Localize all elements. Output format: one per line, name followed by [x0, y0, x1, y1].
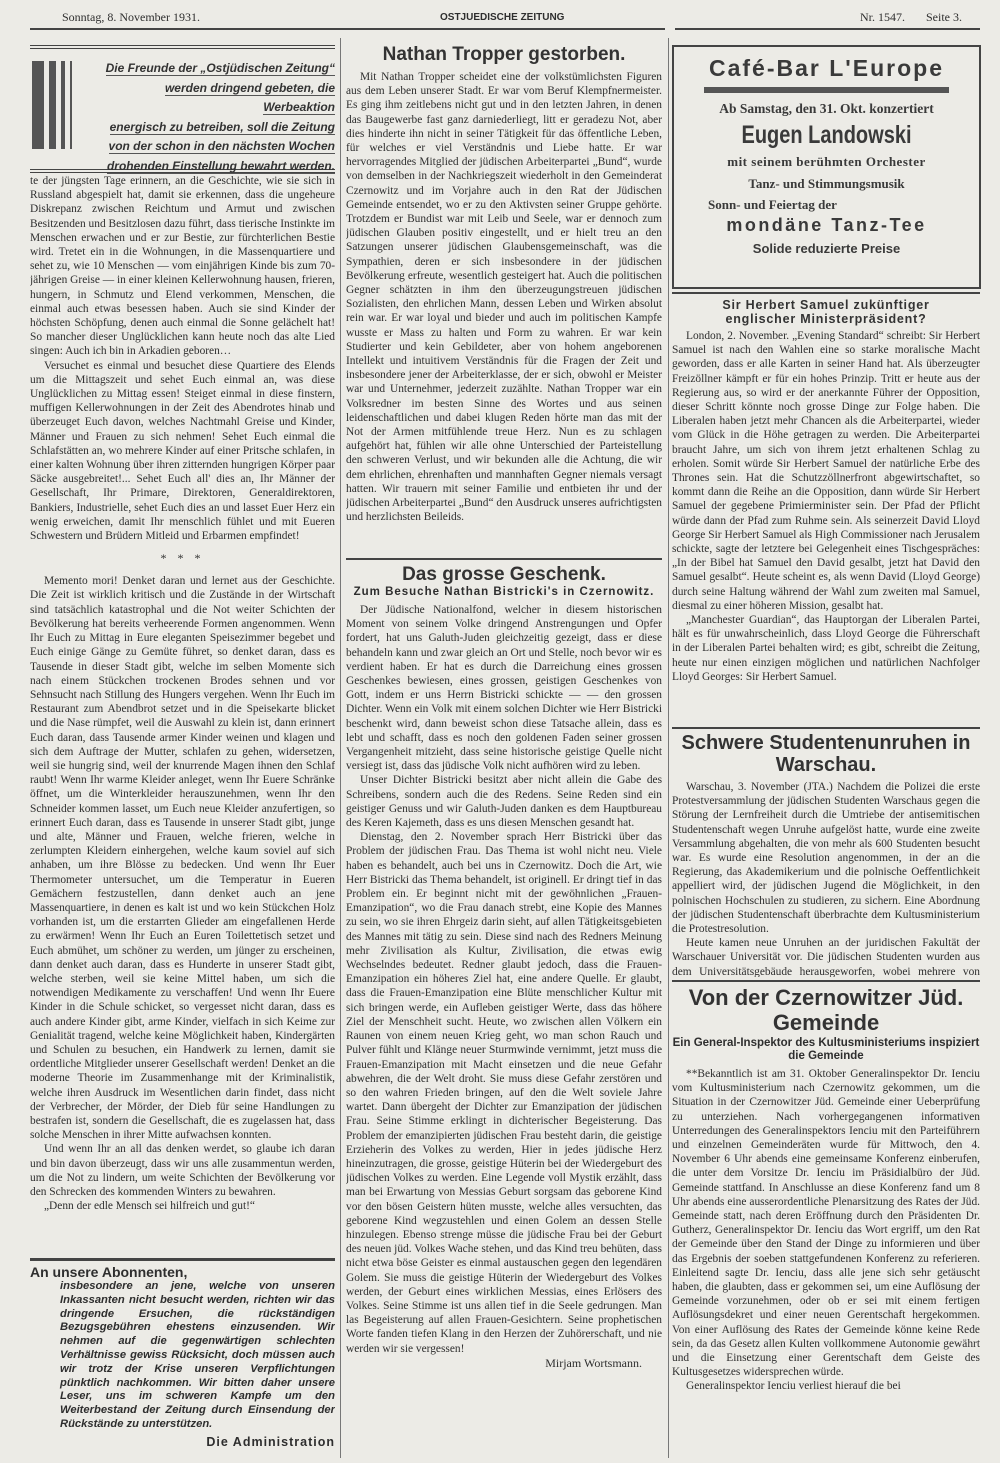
tropper-article — [346, 44, 662, 554]
notice-signature: Die Administration — [30, 1434, 335, 1450]
article-paragraph: Generalinspektor Ienciu verliest hierauf die bei — [686, 1380, 901, 1393]
article-paragraph: te der jüngsten Tage erinnern, an die Geschichte, wie sie sich in Russland abgespielt hat, damit sie erkennen, dass die ungeheure Diskrepanz zwischen Reichtum und Armut und zwischen Besitzenden und Besitzlosen dazu führt, dass tierische Instinkte im Menschen erwachen und er zur Bestie, zur fürchterlichen Bestie wird. Tretet ein in die Wohnungen, in die Massenquartiere und sehet zu, wie 10 Menschen — vom einjährigen Kinde bis zum 70-jährigen Greise — in einer kleinen Kellerwohnung hausen, frieren, hungern, in Schmutz und Elend verkommen, Menschen, die einmal auch etwas besessen haben. Auch sie sind Kinder der höchsten Schöpfung, denen auch einmal die Sonne gelächelt hat! So mancher dieser Unglücklichen kann heute noch das alte Lied singen: Auch ich bin in Arkadien geboren… — [30, 175, 335, 358]
section-rule — [672, 292, 980, 294]
ad-line: mit seinem berühmten Orchester — [727, 154, 926, 169]
section-rule — [346, 558, 662, 560]
ad-line: Sonn- und Feiertag der — [708, 197, 837, 212]
section-rule — [672, 980, 980, 982]
column-divider — [668, 38, 669, 1458]
geschenk-article — [346, 564, 662, 1459]
masthead: OSTJUEDISCHE ZEITUNG — [440, 12, 565, 23]
appeal-line: drohenden Einstellung bewahrt werden. — [106, 158, 335, 173]
column-divider — [340, 38, 341, 1458]
article-paragraph: Memento mori! Denket daran und lernet aus der Geschichte. Die Zeit ist wirklich kritisch und die Zustände in der Wirtschaft sind tatsächlich katastrophal und die Not weiter Schichten der Bevölkerung hat bereits verheerende Formen angenommen. Wenn Ihr Euch zu Mittag in Eure eleganten Speisezimmer begebet und Euch einige Gänge zu Gemüte führet, so denket daran, dass es Tausende in dieser Stadt gibt, welche im selben Momente sich nach einem Stückchen trockenen Brodes sehnen und vor Sehnsucht nach Stillung des Hungers vergehen. Wenn Ihr Euch im Restaurant zum Abendbrot setzet und in die Speisekarte blicket und die Nase rümpfet, weil die Auswahl zu klein ist, dann erinnert Euch daran, dass Tausende armer Kinder weinen und klagen und sich dem Auftrage der Mutter, schlafen zu gehen, widersetzen, weil sie hungrig sind, weil der knurrende Magen ihnen den Schlaf raubt! Wenn Ihr warme Kleider anleget, wenn Ihr Euere Schränke öffnet, um die Winterkleider herauszunehmen, wenn Ihr den Schneider kommen lasset, um Euch neue Kleider anzufertigen, so erinnert Euch daran, dass es Tausende in unserer Stadt gibt, junge und alte, Männer und Frauen, welche frieren, welche in zerlumpten Kleidern einhergehen, welche kaum soviel auf sich anhaben, um ihre Blösse zu bedecken. Und wenn Ihr Euer Thermometer untersuchet, um die Temperatur in Eueren Gemächern festzustellen, dann denket auch an jene Massenquartiere, in denen es kalt ist und wo kein Stückchen Holz vorhanden ist, um die erstarrten Glieder am eingefallenen Herde zu erwärmen! Wenn Ihr Euch an Euren Toilettetisch setzet und Euch abmühet, um schöner zu werden, um jünger zu erscheinen, dann denket auch daran, dass es Hunderte in unserer Stadt gibt, welche sterben, weil sie keine Mittel haben, um sich die notwendigen Medikamente zu verschaffen! Und wenn Ihr Euere Kinder in die Schule schicket, so vergesset nicht daran, dass es auch andere Kinder gibt, arme Kinder, vielfach in sich Keime zur Genialität tragend, welche keine Möglichkeit haben, Kindergärten und Schulen zu besuchen, ein Handwerk zu lernen, damit sie ordentliche Mitglieder unserer Gesellschaft werden! Denket an die moderne Theorie im Zusammenhange mit der Kriminalistik, welche ihren Ausdruck im Wesentlichen darin findet, dass nicht der Verbrecher, der Mörder, der Dieb für seine Handlungen zu bestrafen ist, sondern die Gesellschaft, die es zugelassen hat, dass solche Menschen in ihrer Mitte aufwachsen konnten. — [30, 575, 335, 1142]
notice-title: An unsere Abonnenten, — [30, 1264, 188, 1280]
article-paragraph: Warschau, 3. November (JTA.) Nachdem die Polizei die erste Protestversammlung der jüdischen Studenten Warschaus gegen die Störung der Lernfreiheit durch die Umtriebe der antisemitischen Studentenschaft wegen Unruhe aufgelöst hatte, wurde eine zweite Versammlung abgehalten, die von mehr als 600 Studenten besucht war. Es wurde eine Resolution angenommen, in der an die Regierung, das Akademikerium und die polnische Oeffentlichkeit appelliert wird, der jüdischen Jugend die Möglichkeit, in den polnischen Hochschulen zu studieren, zu sichern. Eine Abordnung der jüdischen Studentenschaft überbrachte dem Kultusministerium die Protestresolution. — [672, 781, 980, 936]
article-paragraph: Und wenn Ihr an all das denken werdet, so glaube ich daran und bin davon überzeugt, dass wir uns alle zusammentun werden, um die Not zu lindern, um weite Schichten der Bevölkerung vor den Schrecken des kommenden Winters zu bewahren. — [30, 1143, 335, 1199]
article-paragraph: Dienstag, den 2. November sprach Herr Bistricki über das Problem der jüdischen Frau. Das Thema ist wohl nicht neu. Viele haben es behandelt, auch bei uns in Czernowitz. Doch die Art, wie Herr Bistricki das Thema behandelt, ist originell. Er dringt tief in das Problem ein. Er beginnt nicht mit der gewöhnlichen „Frauen-Emanzipation“, wo die Frau danach strebt, eine Kopie des Mannes zu sein, wo sie ihren Ehrgeiz darin sieht, auf allen Tätigkeitsgebieten des Mannes mit tätig zu sein. Diese sind nach des Redners Meinung mehr Zivilisation als Kultur, Zivilisation, die etwas ewig Wechselndes bedeutet. Redner glaubt jedoch, dass die Frauen-Emanzipation ein höheres Ziel hat, eine andere Quelle. Er glaubt, dass die Frauen-Emanzipation eine Blüte menschlicher Kultur mit sich bringen werde, ein Aufleben geistiger Werte, dass das höhere Ziel der Menschheit sucht. Heute, wo zwischen allen Völkern ein Raunen von einem neuen Krieg geht, wo man schon Rauch und Pulver fühlt und Klänge neuer Sturmwinde vernimmt, jetzt muss die Frauen-Emanzipation mit Macht einsetzen und die neue Gefahr abwehren, die der Welt droht. Sie muss diese Gefahr zerstören und so den wahren Frieden bringen, auf den die Welt soviele Jahre wartet. Dann übergeht der Dichter zur Emanzipation der jüdischen Frau. Seine Stimme erklingt in dichterischer Begeisterung. Das Problem der emanzipierten jüdischen Frau besteht darin, die geistige Erzieherin des Volkes zu werden, Hier in jedes jüdische Herz hineinzutragen, die grosse, geistige Hüterin bei der Wiedergeburt des jüdischen Volkes zu werden. Eine Legende voll Mystik erzählt, dass man bei Erwartung von Messias Geburt sorgsam das geborene Kind vor den bösen Geistern hüten musste, welche alles versuchten, das geborene Kind wegzustehlen und einen Golem an dessen Stelle hinzulegen. Ebenso strenge müsse die jüdische Frau bei der Geburt des neuen jüd. Volkes Wache stehen, und das Kind treu behüten, dass nicht etwa böse Geister es einmal austauschen gegen den legendären Golem. Sie muss die geistige Hüterin der Wiedergeburt des Volkes werden, der Geburt eines wirklichen Messias, eines Erlösers des Volkes. Seine Stimme ist uns allen tief in die Seele gedrungen. Man las Begeisterung auf allen Frauen-Gesichtern. Seine prophetischen Worte fanden tiefen Klang in den Herzen der Zuhörerschaft, und nie werden wir sie vergessen! — [346, 831, 662, 1355]
appeal-line: von der schon in den nächsten Wochen — [108, 139, 335, 153]
header-rule — [675, 28, 980, 30]
section-rule — [672, 727, 980, 729]
decorative-bars-icon — [32, 61, 72, 149]
article-paragraph: „Manchester Guardian“, das Hauptorgan der Liberalen Partei, hält es für unwahrscheinlich, dass Lloyd George die Führerschaft in der Liberalen Partei behalten wird; es gibt, schreibt die Zeitung, heute nur einen einzigen möglichen und natürlichen Nachfolger Lloyd Georges: Sir Herbert Samuel. — [672, 614, 980, 683]
article-paragraph: Mit Nathan Tropper scheidet eine der volkstümlichsten Figuren aus dem Leben unserer Stadt. Er war vom Beruf Klempfnermeister. Es ging ihm zeitlebens nicht gut und in den letzten Jahren, in denen das Baugewerbe fast ganz darniederliegt, litt er geradezu Not, aber dies hinderte ihn nicht in seiner Tätigkeit für das öffentliche Leben, für welches er viel Verständnis und Liebe hatte. Er war hervorragendes Mitglied der jüdischen Arbeiterpartei „Bund“, wurde von demselben in der Nachkriegszeit wiederholt in den Gemeinderat Czernowitz und im Vorjahre auch in den Rat der Jüdischen Gemeinde entsendet, wo er zu den Aktivsten seiner Gruppe gehörte. Trotzdem er Bundist war mit Leib und Seele, war er dennoch zum jüdischen Glauben positiv eingestellt, und er hielt treu an den Satzungen unserer jüdischen Glaubensgemeinschaft, was die Sympathien, deren er sich insbesondere in der jüdischen Bevölkerung erfreute, wesentlich gesteigert hat. Auch die politischen Gegner schätzten in ihm den überzeugungstreuen jüdischen Sozialisten, den ehrlichen Mann, dessen Leben und Wirken absolut rein war. Er war loyal und bieder und auch im politischen Kampfe wusste er Mass zu halten und Form zu wahren. Er war kein Studierter und kein Gebildeter, aber von hohem angeborenen Intellekt und intuitivem Verständnis für die Fragen der Zeit und insbesondere jener der Arbeiterklasse, der er sich, obwohl er Meister war und Unternehmer, jederzeit zuzählte. Nathan Tropper war ein Volksredner im besten Sinne des Wortes und aus seinen leidenschaftlichen und dabei klugen Reden hörte man das mit der Not der Armen mitfühlende treue Herz. Nun es zu schlagen aufgehört hat, fühlen wir alle ohne Unterschied der Parteistellung den schweren Verlust, und wir bekunden alle die Achtung, die wir dem ehrlichen, ehrenhaften und mannhaften Gegner niemals versagt hatten. Wir trauern mit seiner Familie und entbieten ihr und der jüdischen Arbeiterpartei „Bund“ den Ausdruck unseres aufrichtigsten und herzlichsten Beileids. — [346, 71, 662, 524]
appeal-line: energisch zu betreiben, soll die Zeitung — [109, 119, 335, 134]
header-rule — [30, 28, 665, 30]
article-paragraph: **Bekanntlich ist am 31. Oktober Generalinspektor Dr. Ienciu vom Kultusministerium nach Czernowitz gekommen, um die Situation in der Czernowitzer Jüd. Gemeinde einer Ueberprüfung zu unterziehen. Nach vorhergegangenen informativen Unterredungen des Generalinspektors Ienciu mit den Parteiführern und einzelnen Gemeinderäten wurde für Mittwoch, den 4. November 6 Uhr abends eine gemeinsame Konferenz einberufen, die unter dem Vorsitze Dr. Ienciu im Präsidialbüro der Jüd. Gemeinde stattfand. In Anschlusse an diese Konferenz fand um 8 Uhr abends eine ausserordentliche Plenarsitzung des Rates der Jüd. Gemeinde statt, nach deren Eröffnung durch den Präsidenten Dr. Gutherz, Generalinspektor Dr. Ienciu das Wort ergriff, um den Rat der Gemeinde über den Stand der Dinge zu informieren und über das Ergebnis der soeben stattgefundenen Konferenz zu referieren. Einleitend sagte Dr. Ienciu, dass alle jene sich sehr getäuscht haben, die glaubten, dass er gekommen sei, um eine Auflösung der Gemeinde vorzunehmen, oder ob er sei mit einem fertigen Auflösungsdekret und einer neuen Gerentschaft hergekommen. Von einer Auflösung des Rates der Gemeinde könne keine Rede sein, da das Gesetz allen Kulten vollkommene Autonomie gewährt und die Einsetzung einer Gerentschaft dem Geiste des Kultusgesetzes widersprechen würde. — [672, 1068, 980, 1379]
ad-date-line: Ab Samstag, den 31. Okt. konzertiert — [719, 101, 934, 116]
article-paragraph: London, 2. November. „Evening Standard“ schreibt: Sir Herbert Samuel ist nach den Wahlen eine so starke moralische Macht geworden, dass er alle Karten in seiner Hand hat. Als überzeugter Freizöllner kämpft er für ein hohes Prinzip. Tritt er heute aus der Regierung aus, so wird er der anerkannte Führer der Opposition, dieser Schritt könnte noch grosse Dinge zur Folge haben. Die Liberalen haben jetzt mehr Chancen als die Arbeiterpartei, wieder vom Glück in die Höhe getragen zu werden. Die Arbeiterpartei braucht Jahre, um sich von ihrem jetzt erhaltenen Schlag zu erholen. Somit würde Sir Herbert Samuel der natürliche Erbe des Thrones sein. Hat die Schutzzöllnerfront abgewirtschaftet, so kommt dann die Reihe an die Opposition, dann würde Sir Herbert Samuel der gegebene Primierminister sein. Der Pfad der Pflicht würde dann der Pfad zum Ruhme sein. Als seinerzeit David Lloyd George Sir Herbert Samuel als High Commissioner nach Jerusalem schickte, sagte der letztere bei Gelegenheit eines Tischgespräches: „In der Bibel hat Samuel den David gesalbt, jetzt hat David den Samuel gesalbt“. Heute scheint es, als wenn David (Lloyd George) durch seine Haltung während der Wahl zum zweiten mal Samuel, diesmal zu einer höheren Mission, gesalbt hat. — [672, 330, 980, 612]
ad-line: Solide reduzierte Preise — [752, 241, 901, 256]
article-author: Mirjam Wortsmann. — [545, 1355, 642, 1370]
article-paragraph: Der Jüdische Nationalfond, welcher in diesem historischen Moment von seinem Volke dringend Anstrengungen und Opfer fordert, hat uns Galuth-Juden gleichzeitig gezeigt, dass er diese behandeln kann und zwar gleich an Ort und Stelle, noch bevor wir es verdient haben. Er hat es durch die Darreichung eines grossen Geschenkes bewiesen, eines grossen, geistigen Geschenkes von Gott, indem er uns Herrn Bistricki schickte — — den grossen Dichter. Wenn ein Volk mit einem solchen Dichter wie Herr Bistricki beschenkt wird, dann beweist schon diese Tatsache allein, dass es lebt und schafft, dass es noch den goldenen Faden seiner grossen Vergangenheit mitzieht, dass seine historische geistige Quelle nicht versiegt ist, dass das jüdische Volk nicht aufhören wird zu leben. — [346, 604, 662, 773]
subscribers-notice — [30, 1264, 335, 1434]
article-closing-quote: „Denn der edle Mensch sei hilfreich und gut!“ — [44, 1200, 255, 1213]
cafe-bar-advertisement — [672, 45, 981, 289]
article-paragraph: Versuchet es einmal und besuchet diese Quartiere des Elends um die Mittagszeit und sehet Euch einmal an, was diese Unglücklichen zu Mittag essen! Steiget einmal in diese finstern, muffigen Kellerwohnungen in der Zeit des Abendrotes hinab und überzeuget Euch davon, welches Nachtmahl Greise und Kinder, Männer und Frauen zu sich nehmen! Sehet Euch einmal die Schlafstätten an, wo mehrere Kinder auf einer Pritsche schlafen, in einer kalten Wohnung über ihren zitternden hungrigen Körper paar Säcke ausgebreitet!... Sehet Euch all' dies an, Ihr Männer der Gesellschaft, Ihr Primare, Direktoren, Generaldirektoren, Bankiers, Industrielle, sehet Euch dies an und lasset Euer Herz ein wenig erweichen, damit Ihr menschlich fühlet und mit Eueren Schwestern und Brüdern Mitleid und Erbarmen empfindet! — [30, 359, 335, 543]
ad-venue: Café-Bar L'Europe — [708, 55, 944, 81]
ad-line: Tanz- und Stimmungsmusik — [748, 176, 905, 191]
ad-divider — [704, 87, 949, 93]
ad-artist: Eugen Landowski — [741, 121, 912, 149]
article-title: Das grosse Geschenk. — [402, 564, 606, 585]
article-title: Schwere Studentenunruhen in Warschau. — [681, 732, 971, 776]
warschau-article — [672, 732, 980, 977]
article-subtitle: Zum Besuche Nathan Bistricki's in Czernowitz. — [353, 586, 655, 598]
article-paragraph: Heute kamen neue Unruhen an der juridischen Fakultät der Warschauer Universität vor. Die jüdischen Studenten wurden aus dem Universitätsgebäude herausgeworfen, wobei mehrere von — [672, 937, 980, 977]
article-title: Von der Czernowitzer Jüd. Gemeinde — [688, 985, 964, 1035]
article-continued — [30, 174, 335, 1254]
notice-text: insbesondere an jene, welche von unseren Inkassanten nicht besucht werden, richten wir das dringende Ersuchen, die rückständigen Bezugsgebühren ehestens einzusenden. Wir nehmen auf die gegenwärtigen schlechten Verhältnisse gewiss Rücksicht, doch müssen auch wir trotz der Krise unseren Verpflichtungen pünktlich nachkommen. Wir bitten daher unsere Leser, uns im schweren Kampfe um den Weiterbestand der Zeitung durch Einsendung der Rückstände zu unterstützen. — [60, 1280, 335, 1430]
article-paragraph: Unser Dichter Bistricki besitzt aber nicht allein die Gabe des Schreibens, sondern auch die des Redens. Seine Reden sind ein geistiger Genuss und wir Galuth-Juden danken es dem Hauptbureau des Keren Kajemeth, dass es uns diesen Menschen gesandt hat. — [346, 774, 662, 830]
subscription-appeal-box — [30, 45, 335, 173]
section-stars: * * * — [160, 551, 205, 566]
issue-number: Nr. 1547. — [860, 10, 905, 24]
ad-highlight: mondäne Tanz-Tee — [726, 215, 927, 235]
appeal-line: Die Freunde der „Ostjüdischen Zeitung“ — [105, 61, 335, 75]
section-rule — [30, 1258, 335, 1261]
page-number: Seite 3. — [926, 10, 962, 24]
article-title: Nathan Tropper gestorben. — [382, 44, 626, 65]
samuel-article — [672, 298, 980, 723]
appeal-line: werden dringend gebeten, die Werbeaktion — [164, 80, 335, 114]
issue-date: Sonntag, 8. November 1931. — [62, 10, 200, 24]
article-subtitle: Ein General-Inspektor des Kultusministeriums inspiziert die Gemeinde — [672, 1037, 980, 1062]
gemeinde-article — [672, 985, 980, 1455]
article-title: Sir Herbert Samuel zukünftiger englischer Ministerpräsident? — [722, 298, 930, 326]
